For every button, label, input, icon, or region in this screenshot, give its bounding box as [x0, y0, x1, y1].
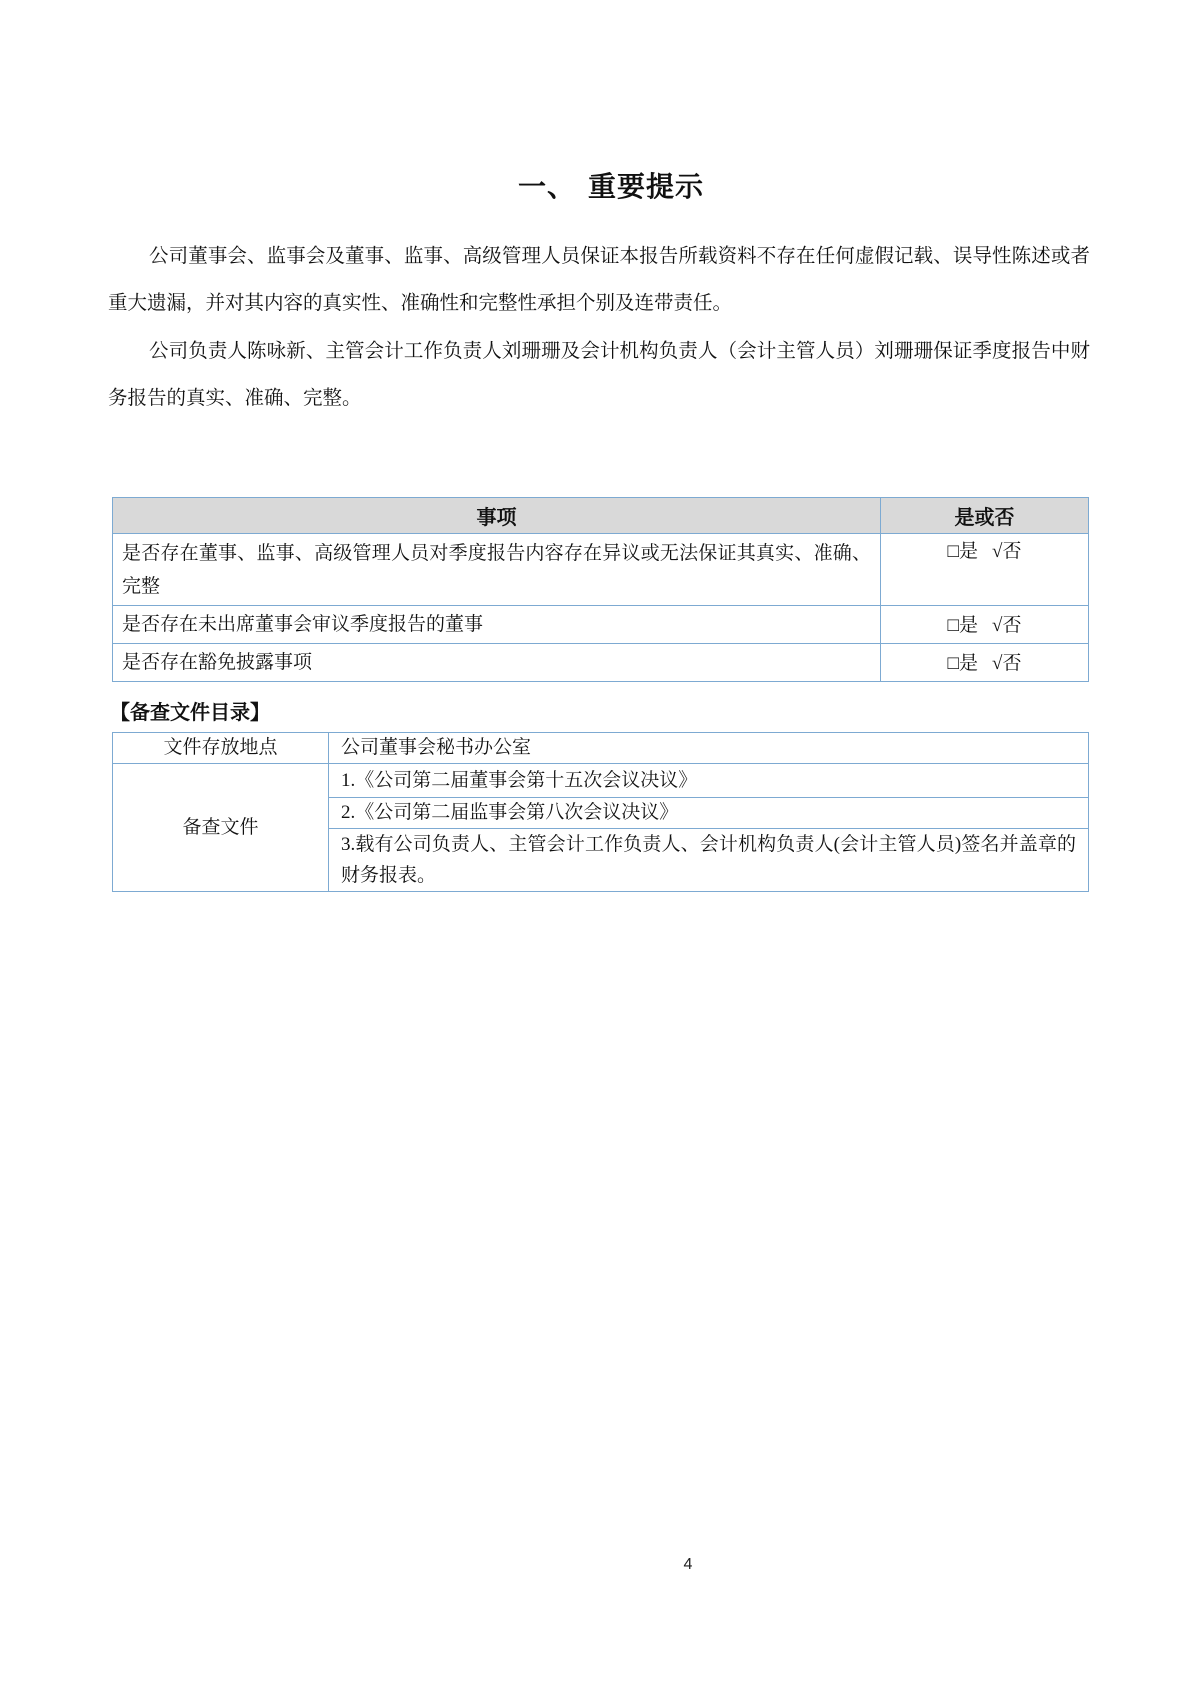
checkmark-no: √否	[992, 541, 1022, 562]
matters-table	[112, 497, 1089, 682]
file-item: 1.《公司第二届董事会第十五次会议决议》	[329, 764, 1089, 798]
section-number: 一、	[517, 171, 576, 202]
checkbox-yes: □是	[947, 615, 979, 636]
checkbox-yes: □是	[947, 541, 979, 562]
documents-table	[112, 732, 1089, 892]
location-label: 文件存放地点	[113, 733, 329, 764]
section-title	[0, 170, 1200, 204]
table-row	[113, 644, 1089, 682]
table-row	[113, 534, 1089, 606]
table-row	[113, 606, 1089, 644]
file-item: 2.《公司第二届监事会第八次会议决议》	[329, 798, 1089, 829]
paragraph-responsibles: 公司负责人陈咏新、主管会计工作负责人刘珊珊及会计机构负责人（会计主管人员）刘珊珊保证季度报告中财务报告的真实、准确、完整。	[108, 341, 1090, 409]
matter-item-text: 是否存在豁免披露事项	[113, 644, 881, 682]
matters-header-row	[113, 498, 1089, 534]
matters-header-answer: 是或否	[881, 498, 1089, 534]
file-item: 3.载有公司负责人、主管会计工作负责人、会计机构负责人(会计主管人员)签名并盖章的财务报表。	[329, 829, 1089, 892]
matter-answer	[881, 644, 1089, 682]
matter-answer	[881, 534, 1089, 606]
checkmark-no: √否	[992, 615, 1022, 636]
table-row	[113, 733, 1089, 764]
files-label: 备查文件	[113, 764, 329, 892]
paragraph-assurance: 公司董事会、监事会及董事、监事、高级管理人员保证本报告所载资料不存在任何虚假记载、误导性陈述或者重大遗漏，并对其内容的真实性、准确性和完整性承担个别及连带责任。	[108, 246, 1090, 314]
section-title-text: 重要提示	[588, 171, 705, 202]
page-number: 4	[683, 1556, 693, 1573]
matter-item-text: 是否存在未出席董事会审议季度报告的董事	[113, 606, 881, 644]
checkmark-no: √否	[992, 653, 1022, 674]
matter-answer	[881, 606, 1089, 644]
matter-item-text: 是否存在董事、监事、高级管理人员对季度报告内容存在异议或无法保证其真实、准确、完整	[113, 534, 881, 606]
documents-heading: 【备查文件目录】	[110, 702, 270, 724]
location-value: 公司董事会秘书办公室	[329, 733, 1089, 764]
matters-header-item: 事项	[113, 498, 881, 534]
table-row	[113, 764, 1089, 798]
checkbox-yes: □是	[947, 653, 979, 674]
